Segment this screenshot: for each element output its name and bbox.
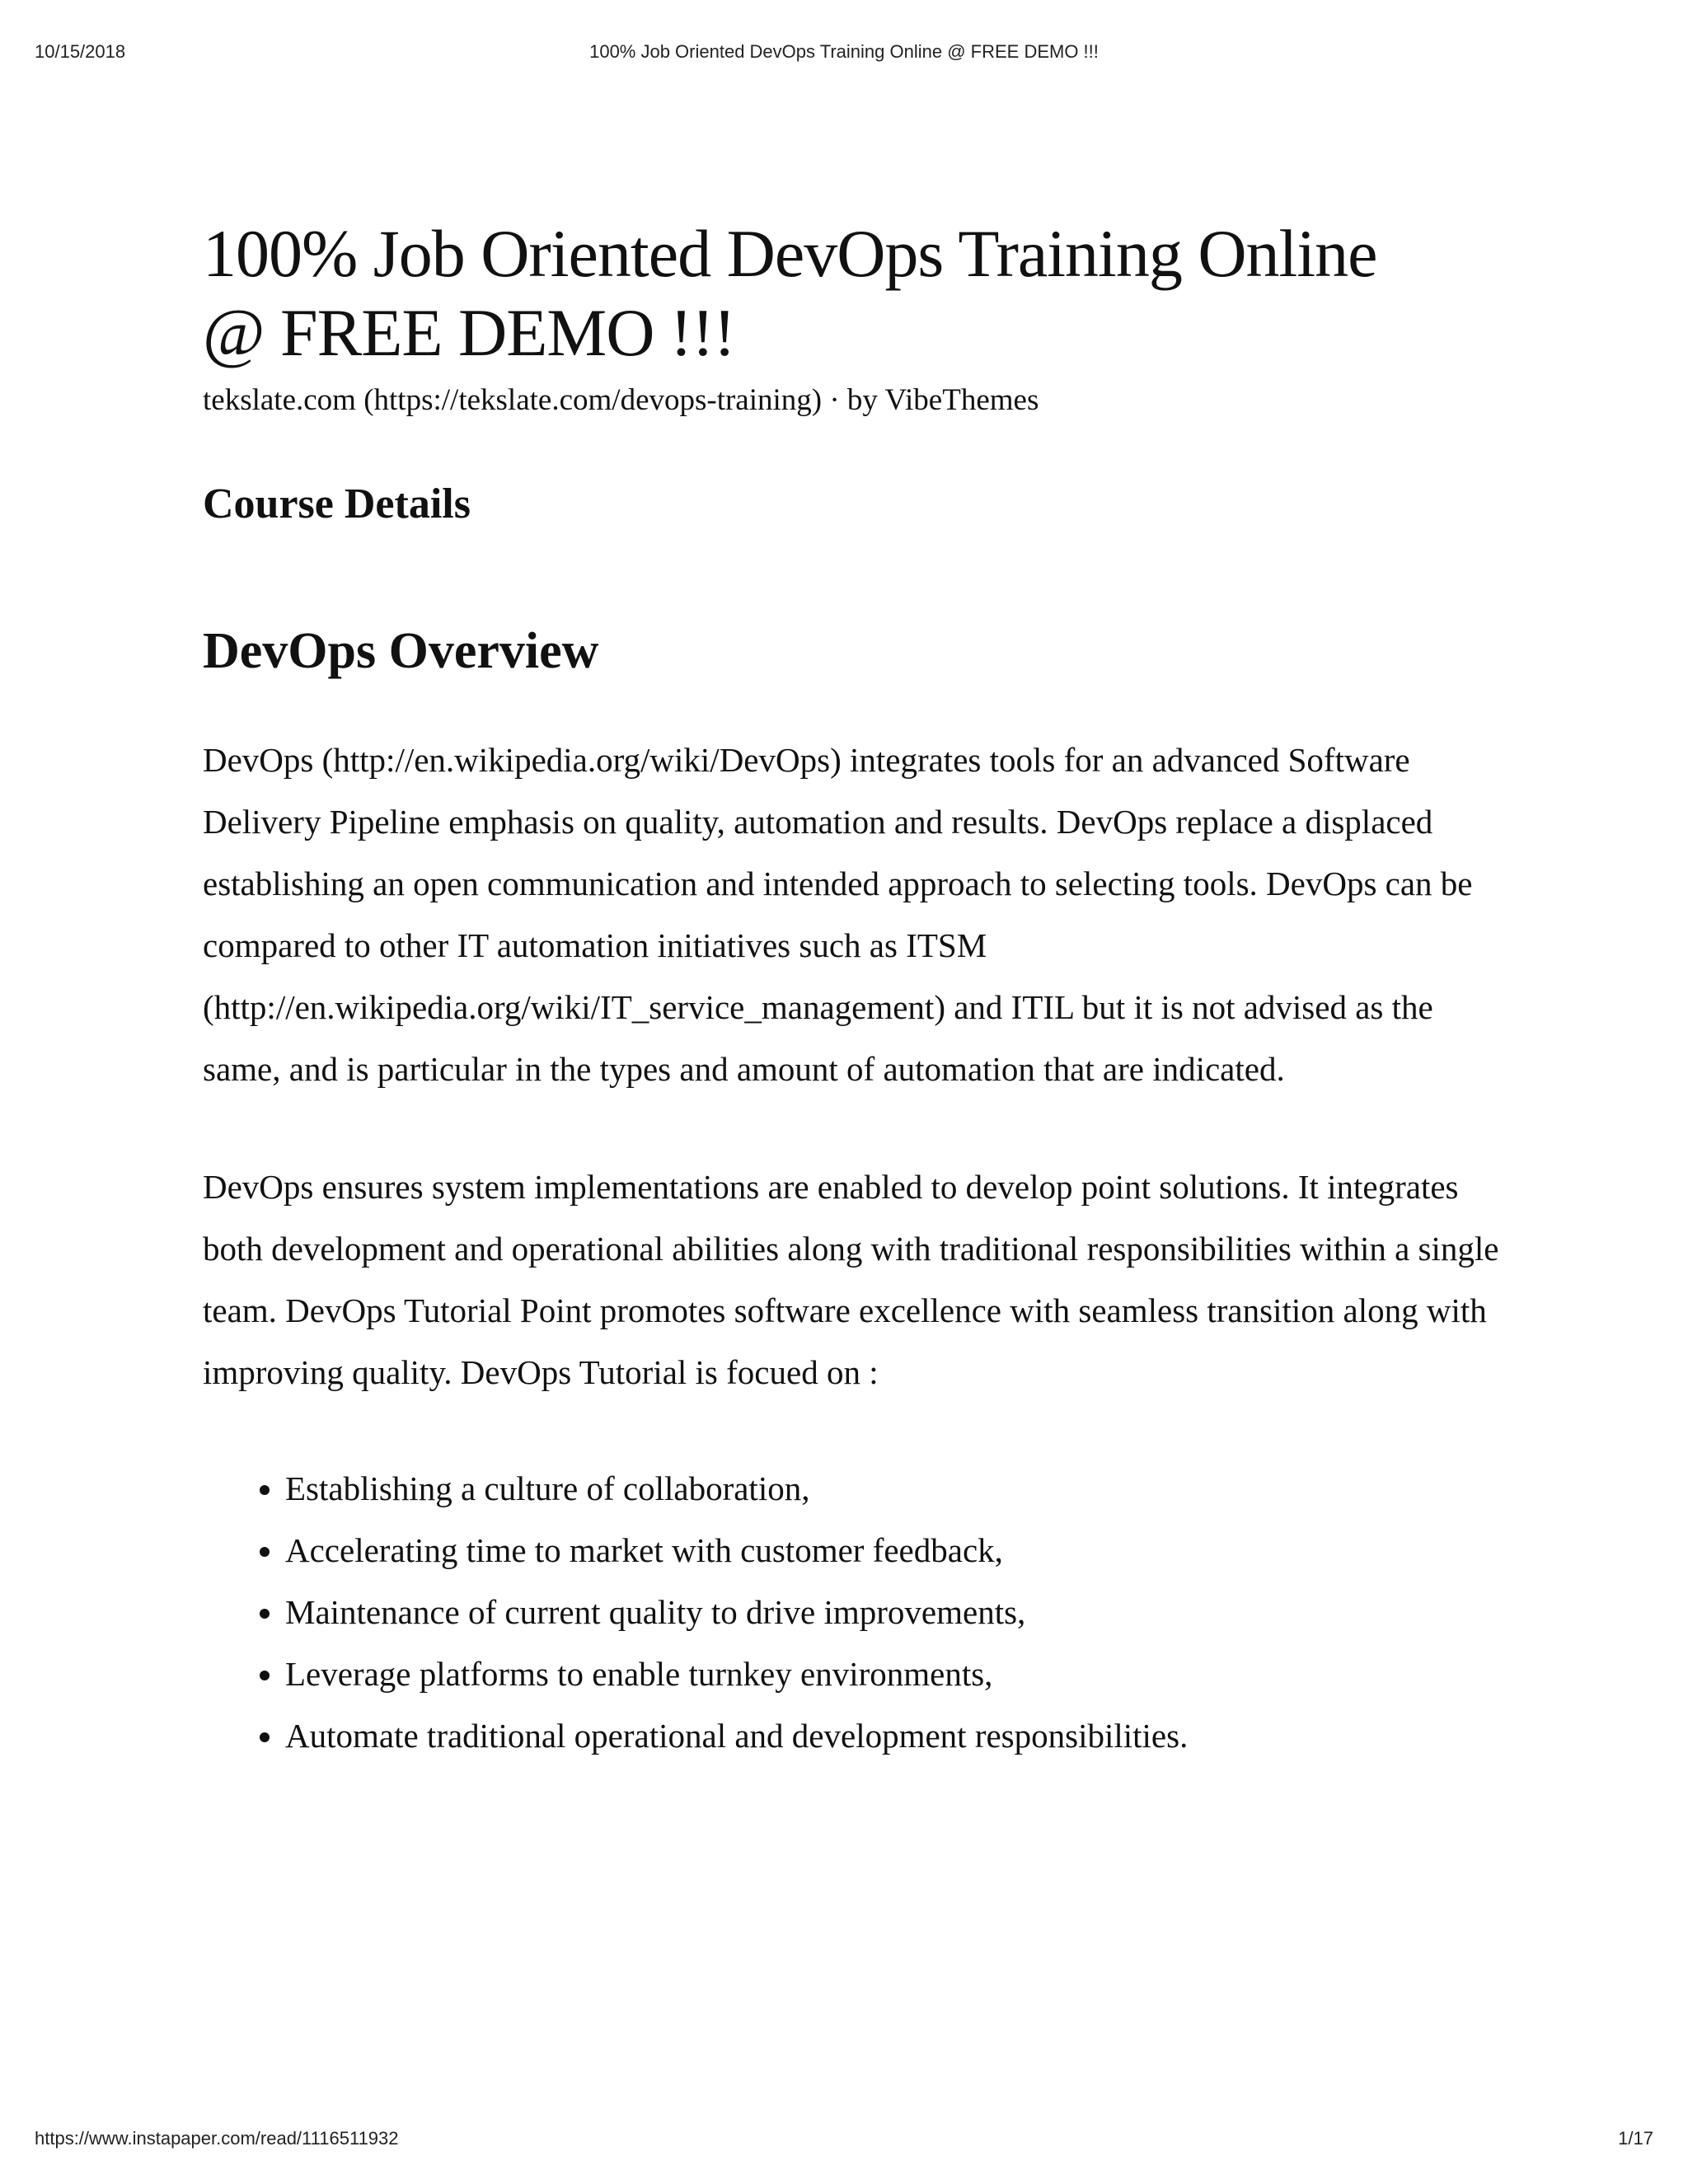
- article-title: 100% Job Oriented DevOps Training Online @ FREE DEMO !!!: [203, 216, 1377, 370]
- list-item: • Establishing a culture of collaboration,: [285, 1458, 1505, 1520]
- list-item: • Leverage platforms to enable turnkey environments,: [285, 1643, 1505, 1705]
- list-item: • Maintenance of current quality to drive improvements,: [285, 1582, 1505, 1643]
- list-item: • Automate traditional operational and development responsibilities.: [285, 1705, 1505, 1767]
- article: [203, 214, 1505, 1767]
- overview-paragraph-2: DevOps ensures system implementations are enabled to develop point solutions. It integrates both development and operational abilities along with traditional responsibilities within a single team. DevOps Tutorial Point promotes software excellence with seamless transition along with improving quality. DevOps Tutorial is focued on :: [203, 1168, 1499, 1391]
- print-date: 10/15/2018: [35, 41, 126, 62]
- list-item: • Accelerating time to market with customer feedback,: [285, 1520, 1505, 1582]
- article-byline[interactable]: tekslate.com (https://tekslate.com/devops-training) · by VibeThemes: [203, 383, 1039, 417]
- overview-paragraph-1: DevOps (http://en.wikipedia.org/wiki/DevOps) integrates tools for an advanced Software Delivery Pipeline emphasis on quality, automation and results. DevOps replace a displaced establishing an open communication and intended approach to selecting tools. DevOps can be compared to other IT automation initiatives such as ITSM (http://en.wikipedia.org/wiki/IT_service_management) and ITIL but it is not advised as the same, and is particular in the types and amount of automation that are indicated.: [203, 741, 1473, 1088]
- page-number: 1/17: [1618, 2128, 1653, 2149]
- print-document-title: 100% Job Oriented DevOps Training Online @ FREE DEMO !!!: [589, 41, 1099, 62]
- print-header: [35, 41, 1653, 68]
- print-url: https://www.instapaper.com/read/1116511932: [35, 2128, 399, 2149]
- print-footer: [35, 2128, 1653, 2154]
- section-heading-course-details: Course Details: [203, 480, 471, 527]
- focus-list: [203, 1458, 1505, 1767]
- sub-heading-devops-overview: DevOps Overview: [203, 623, 599, 679]
